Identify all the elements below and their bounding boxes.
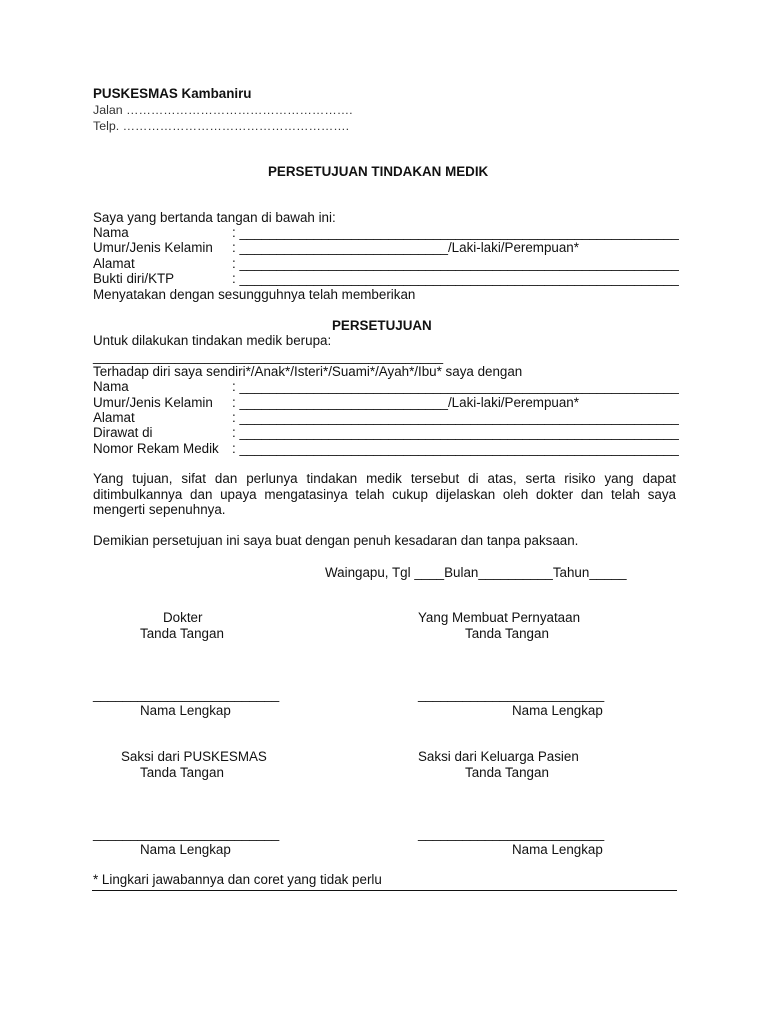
witness-family-sign-label: Tanda Tangan — [465, 765, 549, 780]
patient-blank-rekam-medik[interactable]: : ___________________________________________________________ — [232, 441, 679, 456]
address-line: Jalan ………………………………………………. — [93, 103, 353, 117]
witness-family-signature-line[interactable]: _________________________ — [418, 826, 605, 841]
declarant-signature-line[interactable]: _________________________ — [418, 687, 605, 702]
procedure-blank-line[interactable]: _______________________________________________ — [93, 349, 444, 364]
witness-puskesmas-role: Saksi dari PUSKESMAS — [121, 749, 267, 764]
declarant-role: Yang Membuat Pernyataan — [418, 610, 581, 625]
patient-blank-umur[interactable]: : ____________________________/Laki-laki/Perempuan* — [232, 395, 579, 410]
declarant-sign-label: Tanda Tangan — [465, 626, 549, 641]
doctor-role: Dokter — [163, 610, 203, 625]
doctor-name-label: Nama Lengkap — [140, 703, 231, 718]
patient-label-rekam-medik: Nomor Rekam Medik — [93, 441, 219, 456]
patient-label-nama: Nama — [93, 379, 129, 394]
patient-label-umur: Umur/Jenis Kelamin — [93, 395, 213, 410]
footnote: * Lingkari jawabannya dan coret yang tidak perlu — [93, 872, 382, 887]
doctor-signature-line[interactable]: _________________________ — [93, 687, 280, 702]
witness-puskesmas-name-label: Nama Lengkap — [140, 842, 231, 857]
field-label-alamat: Alamat — [93, 256, 135, 271]
consent-heading: PERSETUJUAN — [332, 318, 432, 333]
witness-puskesmas-signature-line[interactable]: _________________________ — [93, 826, 280, 841]
document-title: PERSETUJUAN TINDAKAN MEDIK — [268, 164, 489, 179]
relation-line: Terhadap diri saya sendiri*/Anak*/Isteri*/Suami*/Ayah*/Ibu* saya dengan — [93, 364, 523, 379]
doctor-sign-label: Tanda Tangan — [140, 626, 224, 641]
patient-label-dirawat: Dirawat di — [93, 425, 153, 440]
field-label-ktp: Bukti diri/KTP — [93, 271, 175, 286]
phone-line: Telp. ………………………………………………. — [93, 119, 350, 133]
patient-blank-alamat[interactable]: : ___________________________________________________________ — [232, 410, 679, 425]
field-blank-ktp[interactable]: : ___________________________________________________________ — [232, 271, 679, 286]
witness-family-role: Saksi dari Keluarga Pasien — [418, 749, 579, 764]
field-blank-alamat[interactable]: : ___________________________________________________________ — [232, 256, 679, 271]
field-blank-umur[interactable]: : ____________________________/Laki-laki/Perempuan* — [232, 240, 579, 255]
witness-puskesmas-sign-label: Tanda Tangan — [140, 765, 224, 780]
date-line[interactable]: Waingapu, Tgl ____Bulan__________Tahun_____ — [325, 565, 627, 580]
bottom-divider — [92, 890, 677, 891]
procedure-intro: Untuk dilakukan tindakan medik berupa: — [93, 333, 332, 348]
institution-name: PUSKESMAS Kambaniru — [93, 86, 252, 101]
patient-blank-nama[interactable]: : ___________________________________________________________ — [232, 379, 679, 394]
section1-closing: Menyatakan dengan sesungguhnya telah memberikan — [93, 287, 416, 302]
patient-blank-dirawat[interactable]: : ___________________________________________________________ — [232, 425, 679, 440]
field-blank-nama[interactable]: : ___________________________________________________________ — [232, 225, 679, 240]
declaration-paragraph: Demikian persetujuan ini saya buat dengan penuh kesadaran dan tanpa paksaan. — [93, 533, 579, 548]
field-label-umur: Umur/Jenis Kelamin — [93, 240, 213, 255]
section1-intro: Saya yang bertanda tangan di bawah ini: — [93, 210, 336, 225]
declarant-name-label: Nama Lengkap — [512, 703, 603, 718]
patient-label-alamat: Alamat — [93, 410, 135, 425]
explanation-paragraph: Yang tujuan, sifat dan perlunya tindakan medik tersebut di atas, serta risiko yang dapat ditimbulkannya dan upaya mengatasinya telah cukup dijelaskan oleh dokter dan telah saya mengerti sepenuhnya. — [93, 471, 676, 517]
field-label-nama: Nama — [93, 225, 129, 240]
witness-family-name-label: Nama Lengkap — [512, 842, 603, 857]
